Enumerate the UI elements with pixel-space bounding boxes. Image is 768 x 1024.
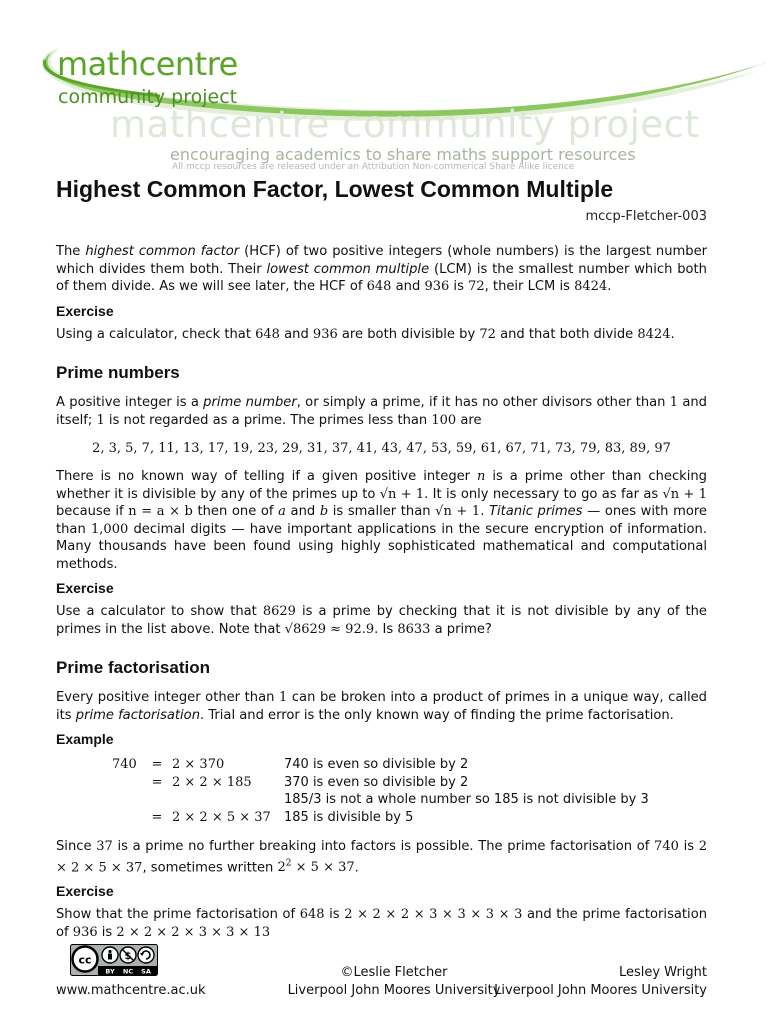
- factorisation-paragraph: Every positive integer other than 1 can be broken into a product of primes in a unique way, called its prime factorisation. Trial and error is the only known way of finding the prime factorisation.: [56, 690, 707, 723]
- tagline: encouraging academics to share maths support resources: [170, 145, 636, 164]
- primes-list: 2, 3, 5, 7, 11, 13, 17, 19, 23, 29, 31, 37, 41, 43, 47, 53, 59, 61, 67, 71, 73, 79, 83, 89, 97: [92, 441, 671, 456]
- intro-paragraph: The highest common factor (HCF) of two positive integers (whole numbers) is the largest number which divides them both. Their lowest common multiple (LCM) is the smallest number which both of them divide. As we will see later, the HCF of 648 and 936 is 72, their LCM is 8424.: [56, 244, 708, 294]
- page-title: Highest Common Factor, Lowest Common Multiple: [56, 176, 614, 202]
- document-reference: mccp-Fletcher-003: [585, 209, 707, 224]
- example-heading: Example: [56, 731, 114, 747]
- reviewer-university: Liverpool John Moores University: [494, 983, 707, 998]
- cc-by-label: BY: [105, 967, 115, 976]
- cc-nc-label: NC: [122, 967, 134, 976]
- prime-definition: A positive integer is a prime number, or simply a prime, if it has no other divisors other than 1 and itself; 1 is not regarded as a prime. The primes less than 100 are: [56, 395, 707, 428]
- brand-logo: [57, 45, 238, 83]
- author-university: Liverpool John Moores University: [287, 983, 501, 998]
- cc-sa-label: SA: [141, 967, 151, 976]
- licence-note: All mccp resources are released under an Attribution Non-commerical Share Alike licence: [172, 162, 575, 172]
- exercise-text: Use a calculator to show that 8629 is a prime by checking that it is not divisible by any of the primes in the list above. Note that √8629 ≈ 92.9. Is 8633 a prime?: [56, 604, 707, 637]
- footer-author-right: [494, 964, 707, 1000]
- exercise-heading: Exercise: [56, 302, 114, 319]
- table-row: 740 = 2 × 370 740 is even so divisible by 2: [112, 757, 469, 773]
- brand-community: community project: [58, 86, 238, 108]
- copyright-author: ©Leslie Fletcher: [340, 965, 448, 980]
- svg-text:$: $: [124, 951, 132, 962]
- exercise-text: Using a calculator, check that 648 and 936 are both divisible by 72 and that both divide 8424.: [56, 326, 675, 342]
- brand-math: math: [57, 45, 139, 83]
- exercise-heading: Exercise: [56, 883, 114, 900]
- example-summary: Since 37 is a prime no further breaking into factors is possible. The prime factorisation of 740 is 2 × 2 × 5 × 37, sometimes written $2^2 \times 5 \times 37$.: [56, 839, 707, 875]
- watermark-text: mathcentre community project: [110, 103, 700, 146]
- table-row: 185/3 is not a whole number so 185 is not divisible by 3: [284, 792, 649, 808]
- reviewer-name: Lesley Wright: [618, 965, 707, 980]
- exercise-heading: Exercise: [56, 580, 114, 596]
- example-table: [112, 756, 649, 826]
- table-row: = 2 × 2 × 5 × 37 185 is divisible by 5: [151, 809, 414, 825]
- cc-license-badge: [70, 944, 158, 976]
- footer: [56, 944, 707, 1004]
- header-banner: [0, 0, 768, 175]
- footer-author-left: [284, 964, 504, 1000]
- table-row: = 2 × 2 × 185 370 is even so divisible by 2: [151, 774, 469, 790]
- brand-centre: centre: [138, 45, 238, 83]
- document-body: [56, 176, 707, 941]
- cc-label: cc: [78, 953, 92, 967]
- primality-paragraph: There is no known way of telling if a given positive integer n is a prime other than checking whether it is divisible by any of the primes up to √n + 1. It is only necessary to go as far as √n + 1 because if n = a × b then one of a and b is smaller than √n + 1. Titanic primes — ones with more than 1,000 decimal digits — have important applications in the secure encryption of information. Many thousands have been found using highly sophisticated mathematical and computational methods.: [56, 469, 708, 572]
- section-heading: Prime numbers: [56, 363, 180, 382]
- website-link[interactable]: www.mathcentre.ac.uk: [56, 983, 206, 998]
- exercise-text: Show that the prime factorisation of 648 is 2 × 2 × 2 × 3 × 3 × 3 × 3 and the prime factorisation of 936 is 2 × 2 × 2 × 3 × 3 × 13: [56, 907, 707, 940]
- section-heading: Prime factorisation: [56, 658, 210, 677]
